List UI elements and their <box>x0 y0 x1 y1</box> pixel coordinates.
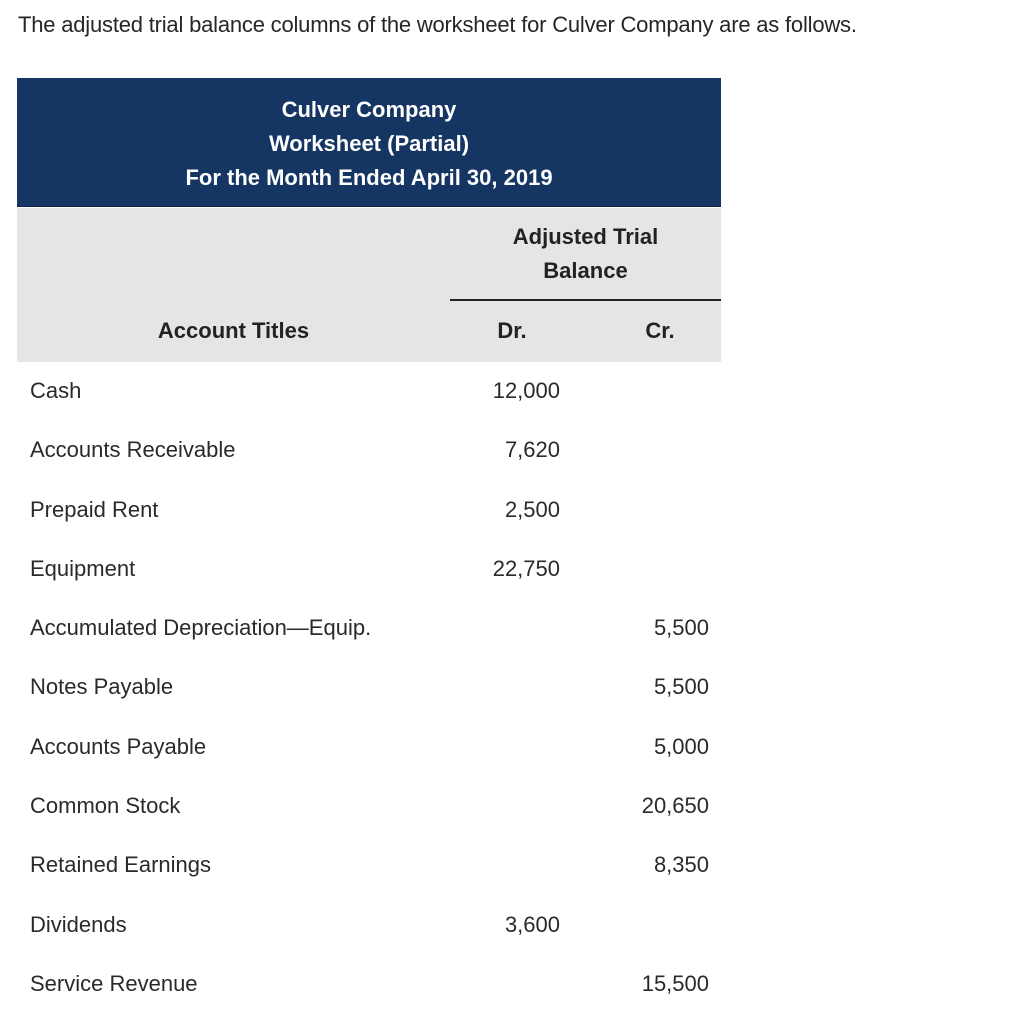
table-row <box>17 540 721 599</box>
table-row <box>17 481 721 540</box>
debit-amount: 22,750 <box>492 555 560 581</box>
intro-text: The adjusted trial balance columns of the worksheet for Culver Company are as follows. <box>18 12 857 37</box>
table-row <box>17 836 721 895</box>
column-group-line-1: Adjusted Trial <box>512 224 659 249</box>
worksheet-subtitle: Worksheet (Partial) <box>268 131 470 156</box>
account-title: Notes Payable <box>30 674 174 700</box>
credit-amount: 5,500 <box>653 615 709 641</box>
credit-amount: 5,000 <box>653 733 709 759</box>
table-row <box>17 658 721 717</box>
account-title: Accumulated Depreciation—Equip. <box>30 615 372 641</box>
account-title: Retained Earnings <box>30 852 212 878</box>
credit-amount: 20,650 <box>641 793 709 819</box>
credit-amount: 15,500 <box>641 970 709 996</box>
account-title: Common Stock <box>30 793 181 819</box>
column-group-rule <box>450 299 721 301</box>
debit-header: Dr. <box>497 318 527 343</box>
company-name: Culver Company <box>281 97 457 122</box>
adjusted-trial-balance-heading <box>450 220 721 288</box>
column-group-line-2: Balance <box>543 258 628 283</box>
account-title: Prepaid Rent <box>30 496 159 522</box>
account-title: Dividends <box>30 911 127 937</box>
worksheet-header <box>17 78 721 207</box>
table-row <box>17 599 721 658</box>
table-row <box>17 718 721 777</box>
credit-header: Cr. <box>645 318 675 343</box>
debit-amount: 2,500 <box>504 496 560 522</box>
table-row <box>17 896 721 955</box>
account-rows <box>17 362 721 1014</box>
debit-amount: 3,600 <box>504 911 560 937</box>
account-title: Accounts Receivable <box>30 437 236 463</box>
credit-amount: 8,350 <box>653 852 709 878</box>
account-title: Service Revenue <box>30 970 198 996</box>
debit-amount: 12,000 <box>492 378 560 403</box>
worksheet-period: For the Month Ended April 30, 2019 <box>185 165 553 190</box>
table-row <box>17 421 721 480</box>
account-titles-header: Account Titles <box>157 318 310 343</box>
table-row <box>17 777 721 836</box>
table-row <box>17 955 721 1014</box>
credit-amount: 5,500 <box>653 674 709 700</box>
debit-amount: 7,620 <box>504 437 560 463</box>
account-title: Cash <box>30 378 82 403</box>
account-title: Equipment <box>30 555 136 581</box>
account-title: Accounts Payable <box>30 733 207 759</box>
table-row <box>17 362 721 421</box>
